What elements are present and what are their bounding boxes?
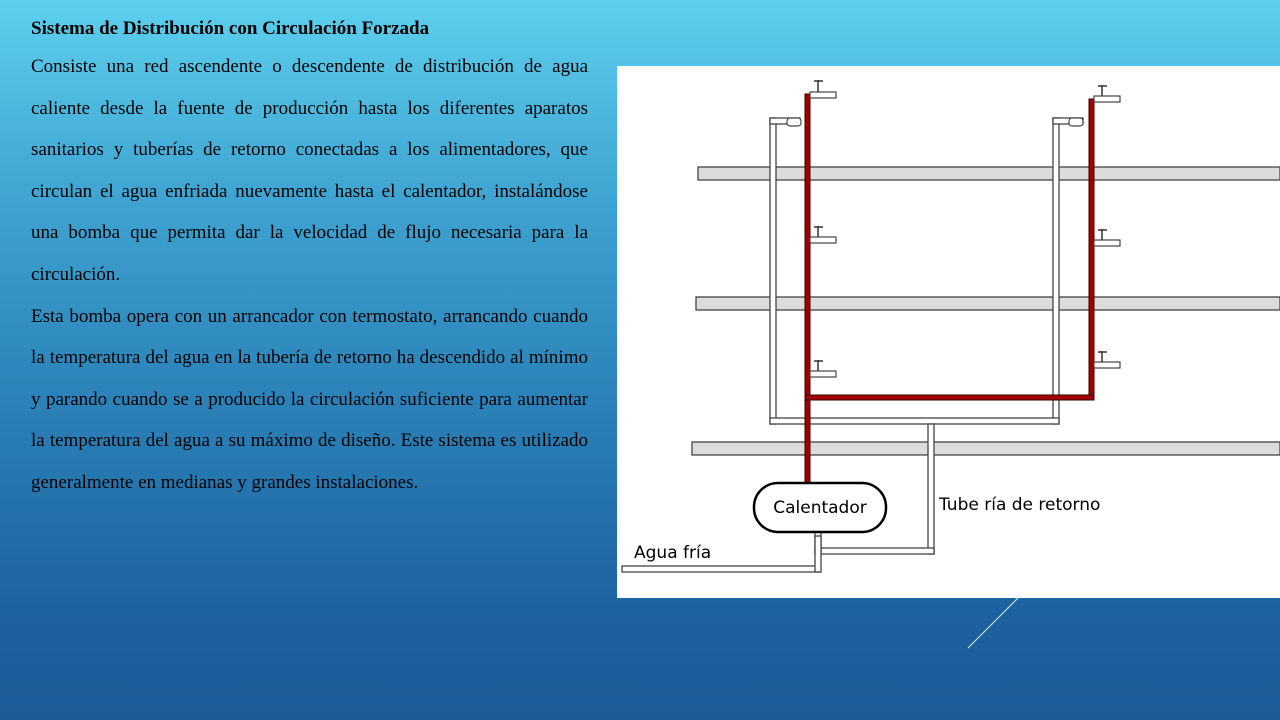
fixture-branch-left-1 [810,92,836,98]
decorative-diagonal-line [968,596,1020,648]
floor-slab-middle [696,297,1280,310]
fixture-branch-right-3 [1094,362,1120,368]
slide-title: Sistema de Distribución con Circulación Forzada [31,18,430,39]
return-riser-right [1053,118,1059,424]
return-pipe-label: Tube ría de retorno [939,495,1101,515]
return-riser-left [770,118,776,424]
hot-cross-pipe [805,395,1094,400]
fixture-branch-left-2 [810,237,836,243]
floor-slab-bottom [692,442,1280,455]
paragraph-1: Consiste una red ascendente o descendente de distribución de agua caliente desde la fuente de producción hasta los diferentes aparatos sanitarios y tuberías de retorno conectadas a los alimentadores, que circulan el agua enfriada nuevamente hasta el calentador, instalándose una bomba que permita dar la velocidad de flujo necesaria para la circulación. [31,56,588,285]
valve-left-return [787,118,801,126]
paragraph-2: Esta bomba opera con un arrancador con termostato, arrancando cuando la temperatura del agua en la tubería de retorno ha descendido al mínimo y parando cuando se a producido la circulación suficiente para aumentar la temperatura del agua a su máximo de diseño. Este sistema es utilizado generalmente en medianas y grandes instalaciones. [31,305,588,493]
return-collector [770,418,1059,424]
hot-riser-right [1089,99,1094,399]
heater-label: Calentador [773,498,867,518]
cold-water-inlet [622,566,820,572]
hot-riser-left [805,94,810,486]
floor-slabs [692,167,1280,455]
left-fixtures [787,92,836,377]
floor-slab-top [698,167,1280,180]
right-faucets [1098,85,1107,362]
distribution-diagram [617,66,1280,598]
valve-right-return [1069,118,1083,126]
text-column [31,14,588,504]
hot-pipes [805,94,1094,486]
fixture-branch-right-2 [1094,240,1120,246]
return-to-heater [815,548,934,554]
diagram-svg [617,66,1280,598]
fixture-branch-right-1 [1094,96,1120,102]
cold-water-riser [815,536,821,572]
return-down-pipe [928,424,934,554]
fixture-branch-left-3 [810,371,836,377]
cold-water-label: Agua fría [634,543,712,563]
left-faucets [814,80,823,371]
